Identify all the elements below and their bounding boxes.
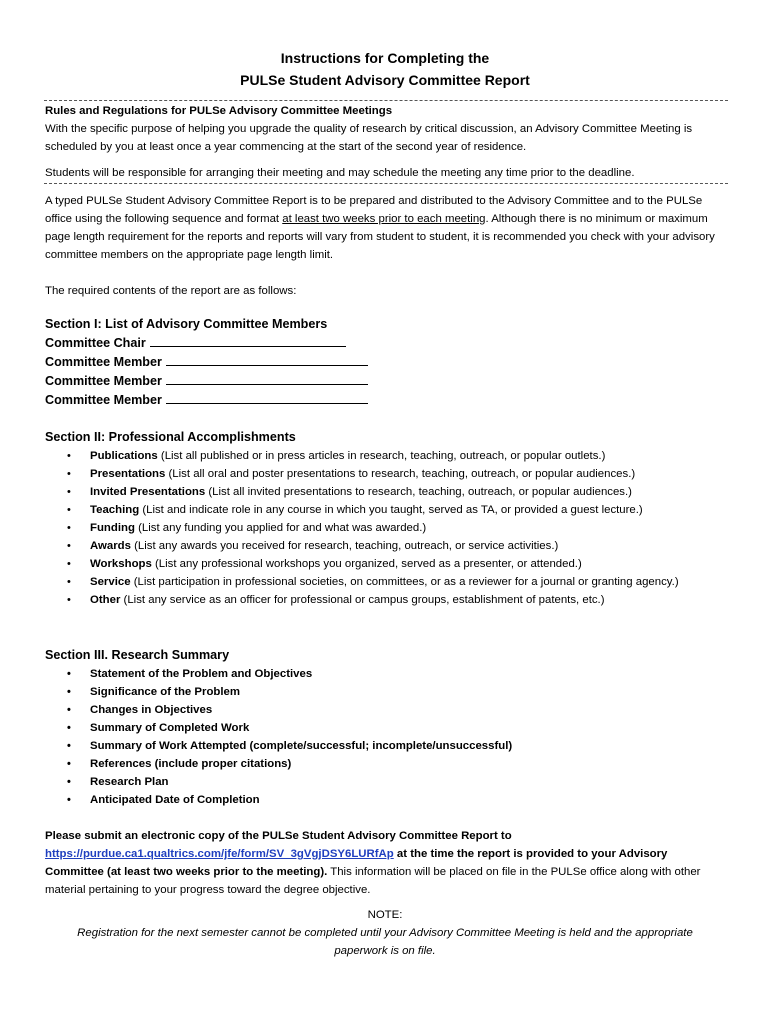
list-item: • Summary of Work Attempted (complete/successful; incomplete/unsuccessful) <box>45 737 725 755</box>
committee-chair-blank[interactable] <box>150 334 346 347</box>
document-title-line2: PULSe Student Advisory Committee Report <box>240 72 530 88</box>
list-item: • Anticipated Date of Completion <box>45 791 725 809</box>
bullet-icon: • <box>67 450 71 462</box>
bullet-icon: • <box>67 486 71 498</box>
bullet-icon: • <box>67 576 71 588</box>
section-2 <box>45 428 725 609</box>
list-item: • Presentations (List all oral and poster presentations to research, teaching, outreach, or popular audiences.) <box>45 465 725 483</box>
submission-note: This information will be placed on file in the PULSe office along with other material pertaining to your progress toward the degree objective. <box>45 866 701 896</box>
committee-chair-line: Committee Chair <box>45 334 725 353</box>
intro-paragraph <box>45 192 725 264</box>
bullet-icon: • <box>67 740 71 752</box>
note-text: Registration for the next semester cannot be completed until your Advisory Committee Meeting is held and the appropriate paperwork is on file. <box>77 927 693 957</box>
bullet-icon: • <box>67 594 71 606</box>
document-title-line1: Instructions for Completing the <box>280 50 490 66</box>
intro-text-2: . Although there is no minimum or maximum page length requirement for the reports and reports will vary from student to student, it is recommended you check with your advisory committee members on the appropriate page length limit. <box>45 213 715 261</box>
rules-paragraph-1: With the specific purpose of helping you upgrade the quality of research by critical discussion, an Advisory Committee Meeting is scheduled by you at least once a year commencing at the start of the second year of residence. <box>45 123 693 153</box>
qualtrics-form-link[interactable]: https://purdue.ca1.qualtrics.com/jfe/form/SV_3gVgjDSY6LURfAp <box>45 848 394 860</box>
intro-text-1: A typed PULSe Student Advisory Committee Report is to be prepared and distributed to the Advisory Committee and to the PULSe office using the following sequence and format <box>45 195 703 225</box>
bullet-icon: • <box>67 722 71 734</box>
bullet-icon: • <box>67 794 71 806</box>
bullet-icon: • <box>67 776 71 788</box>
submission-instruction: Please submit an electronic copy of the PULSe Student Advisory Committee Report to <box>45 830 512 842</box>
bullet-icon: • <box>67 704 71 716</box>
committee-member-line-2: Committee Member <box>45 372 725 391</box>
bullet-icon: • <box>67 758 71 770</box>
research-summary-list <box>45 665 725 809</box>
committee-member-line-3: Committee Member <box>45 391 725 410</box>
bullet-icon: • <box>67 540 71 552</box>
note-block <box>45 906 725 960</box>
list-item: • Teaching (List and indicate role in any course in which you taught, served as TA, or provided a guest lecture.) <box>45 501 725 519</box>
bullet-icon: • <box>67 668 71 680</box>
rules-heading: Rules and Regulations for PULSe Advisory Committee Meetings <box>45 105 393 117</box>
committee-member-blank-3[interactable] <box>166 391 368 404</box>
bullet-icon: • <box>67 504 71 516</box>
list-item: • Service (List participation in professional societies, on committees, or as a reviewer for a journal or granting agency.) <box>45 573 725 591</box>
bullet-icon: • <box>67 558 71 570</box>
section-3-heading: Section III. Research Summary <box>45 648 230 662</box>
submission-timing: at the time the report is provided to your Advisory Committee (at least two weeks prior to the meeting). <box>45 848 668 878</box>
section-3 <box>45 646 725 809</box>
rules-paragraph-2: Students will be responsible for arranging their meeting and may schedule the meeting any time prior to the deadline. <box>45 167 635 179</box>
section-2-heading: Section II: Professional Accomplishments <box>45 430 296 444</box>
submission-paragraph <box>45 827 725 899</box>
list-item: • Workshops (List any professional workshops you organized, served as a presenter, or attended.) <box>45 555 725 573</box>
committee-member-blank-2[interactable] <box>166 372 368 385</box>
list-item: • Other (List any service as an officer for professional or campus groups, establishment of patents, etc.) <box>45 591 725 609</box>
bullet-icon: • <box>67 468 71 480</box>
list-item: • Statement of the Problem and Objectives <box>45 665 725 683</box>
list-item: • Awards (List any awards you received for research, teaching, outreach, or service activities.) <box>45 537 725 555</box>
section-1 <box>45 315 725 410</box>
accomplishments-list <box>45 447 725 609</box>
submission-block <box>45 827 725 899</box>
dashed-divider-bottom <box>44 183 728 184</box>
list-item: • Invited Presentations (List all invited presentations to research, teaching, outreach, or popular audiences.) <box>45 483 725 501</box>
required-contents-text: The required contents of the report are as follows: <box>45 285 297 297</box>
committee-member-line-1: Committee Member <box>45 353 725 372</box>
list-item: • Significance of the Problem <box>45 683 725 701</box>
list-item: • Changes in Objectives <box>45 701 725 719</box>
list-item: • Research Plan <box>45 773 725 791</box>
intro-deadline-underlined: at least two weeks prior to each meeting <box>282 213 486 225</box>
section-1-heading: Section I: List of Advisory Committee Members <box>45 317 328 331</box>
note-label: NOTE: <box>367 909 403 921</box>
intro-block <box>45 192 725 300</box>
bullet-icon: • <box>67 686 71 698</box>
dashed-divider-top <box>44 100 728 101</box>
list-item: • Summary of Completed Work <box>45 719 725 737</box>
bullet-icon: • <box>67 522 71 534</box>
list-item: • Publications (List all published or in press articles in research, teaching, outreach, or popular outlets.) <box>45 447 725 465</box>
committee-member-blank-1[interactable] <box>166 353 368 366</box>
list-item: • References (include proper citations) <box>45 755 725 773</box>
list-item: • Funding (List any funding you applied for and what was awarded.) <box>45 519 725 537</box>
rules-block <box>45 102 725 182</box>
